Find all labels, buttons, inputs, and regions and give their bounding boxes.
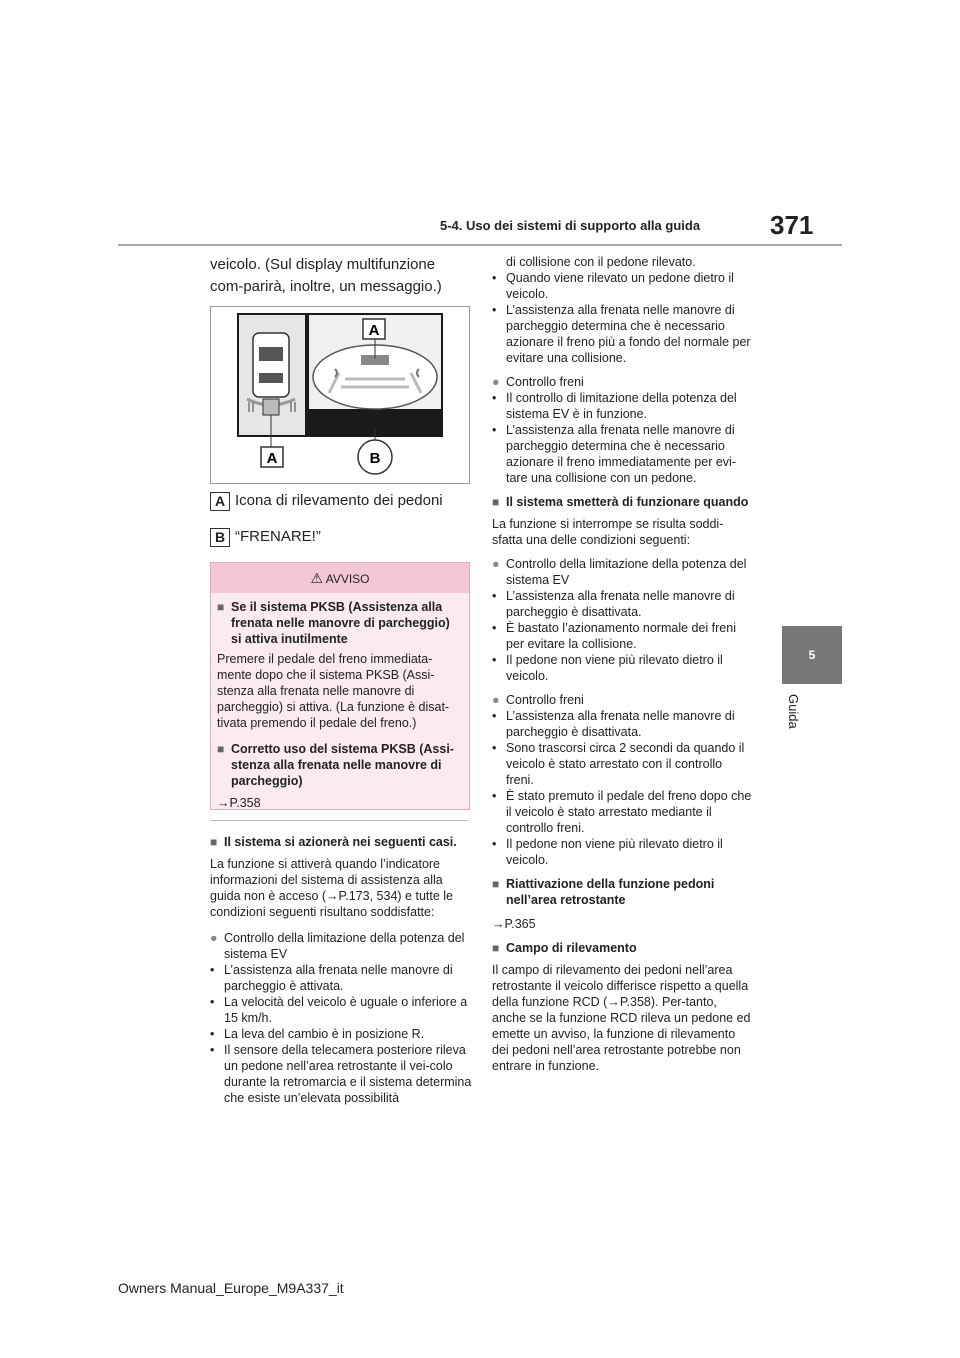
activation-bullet: • La leva del cambio è in posizione R. (210, 1027, 425, 1041)
brake-control-item: ● Controllo freni (492, 375, 584, 389)
figure-callout-a-top: A (368, 322, 380, 339)
chapter-tab: 5 (782, 626, 842, 684)
stop-bullet: • L’assistenza alla frenata nelle manovre di parcheggio è disattivata. (492, 589, 735, 619)
legend-text-b: “FRENARE!” (235, 528, 321, 545)
figure-callout-a-bottom: A (266, 450, 278, 467)
warning-icon: ⚠ (310, 570, 324, 586)
stop-bullet: • È stato premuto il pedale del freno dopo che il veicolo è stato arrestato mediante il controllo freni. (492, 789, 752, 835)
display-figure (210, 306, 470, 484)
brake-bullet: • Il controllo di limitazione della potenza del sistema EV è in funzione. (492, 391, 737, 421)
right-column (492, 254, 752, 1074)
section-heading-activation: ■ Il sistema si azionerà nei seguenti casi. (210, 835, 457, 849)
warning-paragraph: Premere il pedale del freno immediata-mente dopo che il sistema PKSB (Assi-stenza alla frenata nelle manovre di parcheggio) si attiva. (La funzione è disat-tivata premendo il pedale del freno.) (217, 652, 450, 730)
section-heading-reactivation: ■ Riattivazione della funzione pedoni nell’area retrostante (492, 877, 715, 907)
page-number: 371 (770, 210, 814, 240)
stop-item-brake: ● Controllo freni (492, 693, 584, 707)
range-text: Il campo di rilevamento dei pedoni nell’area retrostante il veicolo differisce rispetto a quella della funzione RCD (→P.358). Per-tanto, anche se la funzione RCD rileva un pedone ed emette un avviso, la funzione di rilevamento dei pedoni nell’area retrostante potrebbe non entrare in funzione. (492, 963, 751, 1073)
section-title: 5-4. Uso dei sistemi di supporto alla guida (440, 218, 701, 233)
brake-bullet: • Quando viene rilevato un pedone dietro il veicolo. (492, 271, 734, 301)
footer-text: Owners Manual_Europe_M9A337_it (118, 1280, 344, 1296)
legend-item-b (210, 526, 470, 548)
activation-item: ● Controllo della limitazione della potenza del sistema EV (210, 931, 465, 961)
stop-bullet: • È bastato l’azionamento normale dei freni per evitare la collisione. (492, 621, 736, 651)
left-lower-column (210, 834, 472, 1106)
legend-key-b: B (210, 528, 230, 547)
warning-box (210, 562, 470, 810)
continued-text: di collisione con il pedone rilevato. (506, 255, 696, 269)
legend-key-a: A (210, 492, 230, 511)
separator (210, 820, 468, 821)
stop-bullet: • Sono trascorsi circa 2 secondi da quando il veicolo è stato arrestato con il controllo freni. (492, 741, 745, 787)
brake-bullet: • L’assistenza alla frenata nelle manovre di parcheggio determina che è necessario azionare il freno immediatamente per evi-tare una collisione con un pedone. (492, 423, 736, 485)
warning-header (211, 563, 469, 593)
stop-item-ev: ● Controllo della limitazione della potenza del sistema EV (492, 557, 747, 587)
warning-ref: →P.358 (217, 796, 261, 810)
stop-bullet: • L’assistenza alla frenata nelle manovre di parcheggio è disattivata. (492, 709, 735, 739)
activation-bullet: • L’assistenza alla frenata nelle manovre di parcheggio è attivata. (210, 963, 453, 993)
reactivation-ref: →P.365 (492, 917, 536, 931)
activation-text: La funzione si attiverà quando l’indicatore informazioni del sistema di assistenza alla guida non è acceso (→P.173, 534) e tutte le condizioni seguenti risultano soddisfatte: (210, 857, 453, 919)
stop-text: La funzione si interrompe se risulta soddi-sfatta una delle condizioni seguenti: (492, 517, 724, 547)
display-illustration (211, 307, 469, 483)
intro-text: veicolo. (Sul display multifunzione com-parirà, inoltre, un messaggio.) (210, 256, 442, 295)
figure-callout-b: B (369, 450, 381, 467)
warning-heading-1: ■ Se il sistema PKSB (Assistenza alla frenata nelle manovre di parcheggio) si attiva inutilmente (217, 600, 450, 646)
section-heading-range: ■ Campo di rilevamento (492, 941, 637, 955)
section-heading-stop: ■ Il sistema smetterà di funzionare quando (492, 495, 749, 509)
stop-bullet: • Il pedone non viene più rilevato dietro il veicolo. (492, 837, 723, 867)
stop-bullet: • Il pedone non viene più rilevato dietro il veicolo. (492, 653, 723, 683)
warning-heading-2: ■ Corretto uso del sistema PKSB (Assi-stenza alla frenata nelle manovre di parcheggio) (217, 742, 454, 788)
warning-title: AVVISO (325, 572, 370, 586)
legend-text-a: Icona di rilevamento dei pedoni (235, 492, 443, 509)
activation-bullet: • Il sensore della telecamera posteriore rileva un pedone nell’area retrostante il vei-colo durante la retromarcia e il sistema determina che esiste un’elevata possibilità (210, 1043, 472, 1105)
activation-bullet: • La velocità del veicolo è uguale o inferiore a 15 km/h. (210, 995, 468, 1025)
chapter-label: Guida (786, 694, 801, 729)
brake-bullet: • L’assistenza alla frenata nelle manovre di parcheggio determina che è necessario azionare il freno più a fondo del normale per evitare una collisione. (492, 303, 751, 365)
legend-item-a (210, 490, 470, 512)
header-rule (118, 244, 842, 246)
